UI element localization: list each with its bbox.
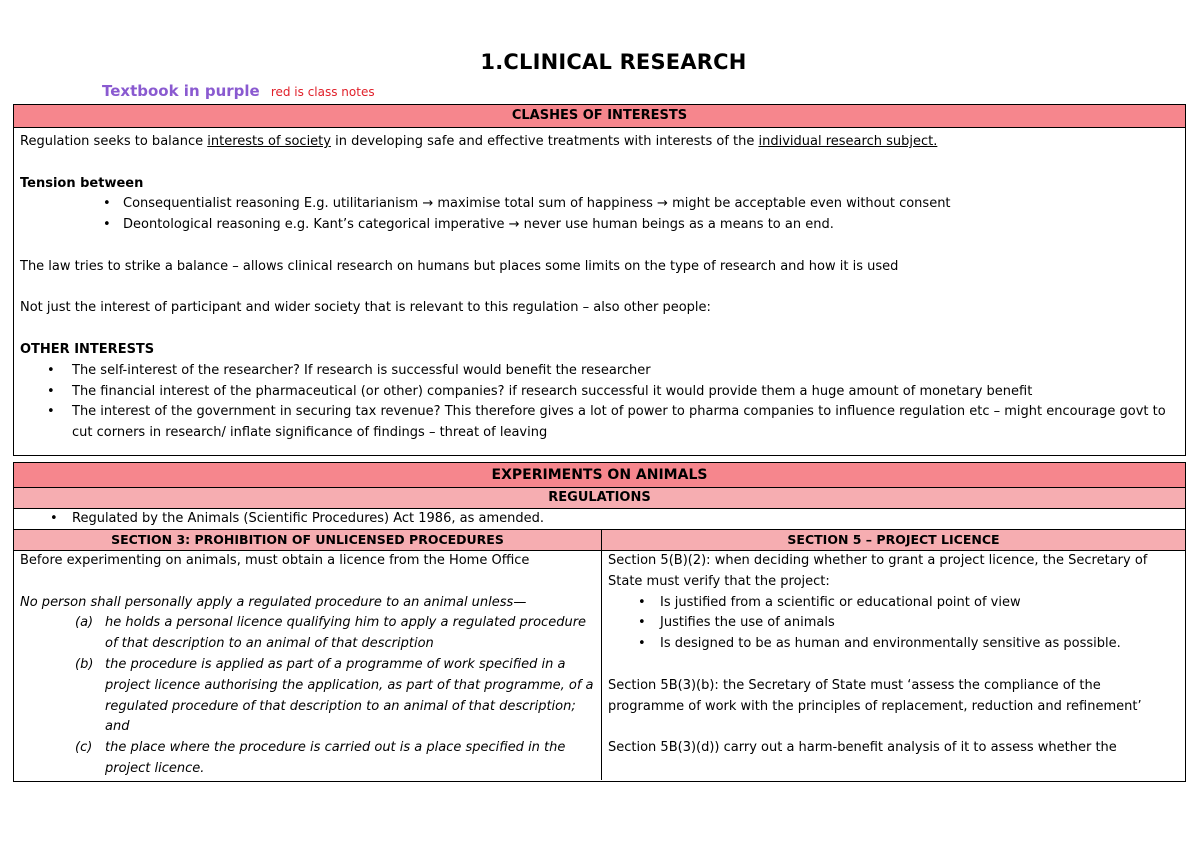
animals-section xyxy=(13,462,1186,782)
section-5-paragraph-1: Section 5(B)(2): when deciding whether to grant a project licence, the Secretary of State must verify that the project: xyxy=(608,553,1148,589)
list-item: • Is designed to be as human and environmentally sensitive as possible. xyxy=(608,634,1179,655)
regulations-content xyxy=(14,509,1185,529)
provision-text: the procedure is applied as part of a programme of work specified in a project licence authorising the application, as part of that programme, of a regulated procedure of that description to an animal of that description; and xyxy=(105,656,594,735)
regulations-list xyxy=(20,509,1179,529)
clashes-header: CLASHES OF INTERESTS xyxy=(14,105,1185,128)
section-5-header: SECTION 5 – PROJECT LICENCE xyxy=(602,530,1185,551)
section-5-list xyxy=(608,593,1179,655)
other-interests-list xyxy=(20,361,1179,444)
list-item: • Justifies the use of animals xyxy=(608,613,1179,634)
provision-b xyxy=(20,655,597,738)
animals-header: EXPERIMENTS ON ANIMALS xyxy=(14,463,1185,488)
section-5-content xyxy=(602,551,1185,759)
clashes-paragraph-2: The law tries to strike a balance – allows clinical research on humans but places some limits on the type of research and how it is used xyxy=(20,258,899,274)
section-3-quote: No person shall personally apply a regulated procedure to an animal unless— xyxy=(20,594,527,610)
list-item: • Regulated by the Animals (Scientific Procedures) Act 1986, as amended. xyxy=(20,509,1179,529)
list-item: • The financial interest of the pharmaceutical (or other) companies? if research successful it would provide them a huge amount of monetary benefit xyxy=(20,382,1179,403)
legend-class-notes: red is class notes xyxy=(270,85,375,99)
section-3-header: SECTION 3: PROHIBITION OF UNLICENSED PROCEDURES xyxy=(14,530,601,551)
section-3-content xyxy=(14,551,601,780)
sections-row xyxy=(14,529,1185,780)
clashes-paragraph-3: Not just the interest of participant and wider society that is relevant to this regulation – also other people: xyxy=(20,300,711,316)
provision-label: (b) xyxy=(75,656,94,672)
list-item: • The interest of the government in securing tax revenue? This therefore gives a lot of power to pharma companies to influence regulation etc – might encourage govt to cut corners in research/ inflate significance of findings – threat of leaving xyxy=(20,402,1179,444)
list-item: • The self-interest of the researcher? If research is successful would benefit the researcher xyxy=(20,361,1179,382)
legend-textbook: Textbook in purple xyxy=(102,82,260,100)
provision-a xyxy=(20,613,597,655)
provision-c xyxy=(20,738,597,780)
regulations-header: REGULATIONS xyxy=(14,488,1185,509)
page-title: 1.CLINICAL RESEARCH xyxy=(480,50,747,74)
clashes-section xyxy=(13,104,1186,456)
list-item: • Is justified from a scientific or educational point of view xyxy=(608,593,1179,614)
other-interests-title: OTHER INTERESTS xyxy=(20,341,155,357)
list-item: • Deontological reasoning e.g. Kant’s categorical imperative → never use human beings as a means to an end. xyxy=(20,215,1179,236)
clashes-paragraph-1: Regulation seeks to balance interests of society in developing safe and effective treatments with interests of the individual research subject. xyxy=(20,134,938,149)
provision-label: (a) xyxy=(75,615,94,631)
provision-text: the place where the procedure is carried out is a place specified in the project licence. xyxy=(105,740,566,776)
tension-list xyxy=(20,194,1179,236)
clashes-content xyxy=(14,128,1185,444)
section-5-column xyxy=(602,530,1185,780)
provision-text: he holds a personal licence qualifying him to apply a regulated procedure of that description to an animal of that description xyxy=(105,615,587,652)
underlined-society: interests of society xyxy=(207,134,331,149)
section-5-paragraph-2: Section 5B(3)(b): the Secretary of State must ‘assess the compliance of the programme of work with the principles of replacement, reduction and refinement’ xyxy=(608,677,1142,714)
underlined-subject: individual research subject. xyxy=(758,134,938,149)
legend xyxy=(102,81,375,100)
list-item: • Consequentialist reasoning E.g. utilitarianism → maximise total sum of happiness → might be acceptable even without consent xyxy=(20,194,1179,215)
section-3-intro: Before experimenting on animals, must obtain a licence from the Home Office xyxy=(20,553,530,568)
provision-label: (c) xyxy=(75,740,93,756)
section-3-column xyxy=(14,530,602,780)
tension-title: Tension between xyxy=(20,175,144,191)
section-5-paragraph-3: Section 5B(3)(d)) carry out a harm-benefit analysis of it to assess whether the xyxy=(608,740,1117,756)
